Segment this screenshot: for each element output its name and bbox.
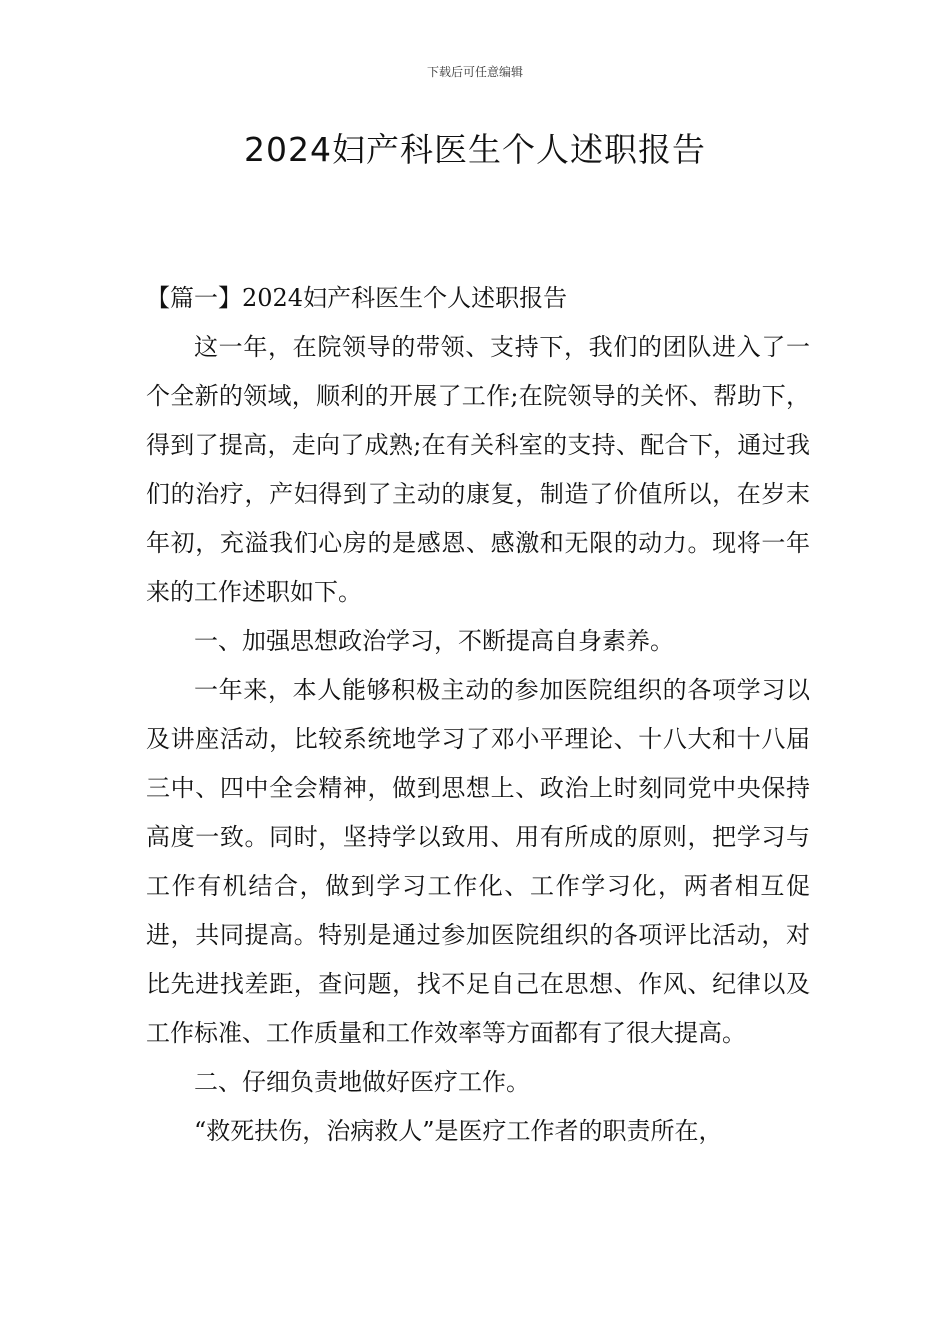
document-body (146, 274, 810, 1156)
page-header-note: 下载后可任意编辑 (426, 65, 523, 79)
document-title: 2024妇产科医生个人述职报告 (244, 130, 706, 169)
paragraph-study: 一年来，本人能够积极主动的参加医院组织的各项学习以及讲座活动，比较系统地学习了邓小平理论、十八大和十八届三中、四中全会精神，做到思想上、政治上时刻同党中央保持高度一致。同时，坚持学以致用、用有所成的原则，把学习与工作有机结合，做到学习工作化、工作学习化，两者相互促进，共同提高。特别是通过参加医院组织的各项评比活动，对比先进找差距，查问题，找不足自己在思想、作风、纪律以及工作标准、工作质量和工作效率等方面都有了很大提高。 (146, 676, 810, 1047)
section-heading: 【篇一】2024妇产科医生个人述职报告 (146, 284, 568, 312)
paragraph-duty: “救死扶伤，治病救人”是医疗工作者的职责所在， (194, 1117, 723, 1145)
paragraph-heading-2: 二、仔细负责地做好医疗工作。 (194, 1068, 530, 1096)
paragraph-intro: 这一年，在院领导的带领、支持下，我们的团队进入了一个全新的领域，顺利的开展了工作;在院领导的关怀、帮助下，得到了提高，走向了成熟;在有关科室的支持、配合下，通过我们的治疗，产妇得到了主动的康复，制造了价值所以，在岁末年初，充溢我们心房的是感恩、感激和无限的动力。现将一年来的工作述职如下。 (146, 333, 810, 606)
paragraph-heading-1: 一、加强思想政治学习，不断提高自身素养。 (194, 627, 674, 655)
